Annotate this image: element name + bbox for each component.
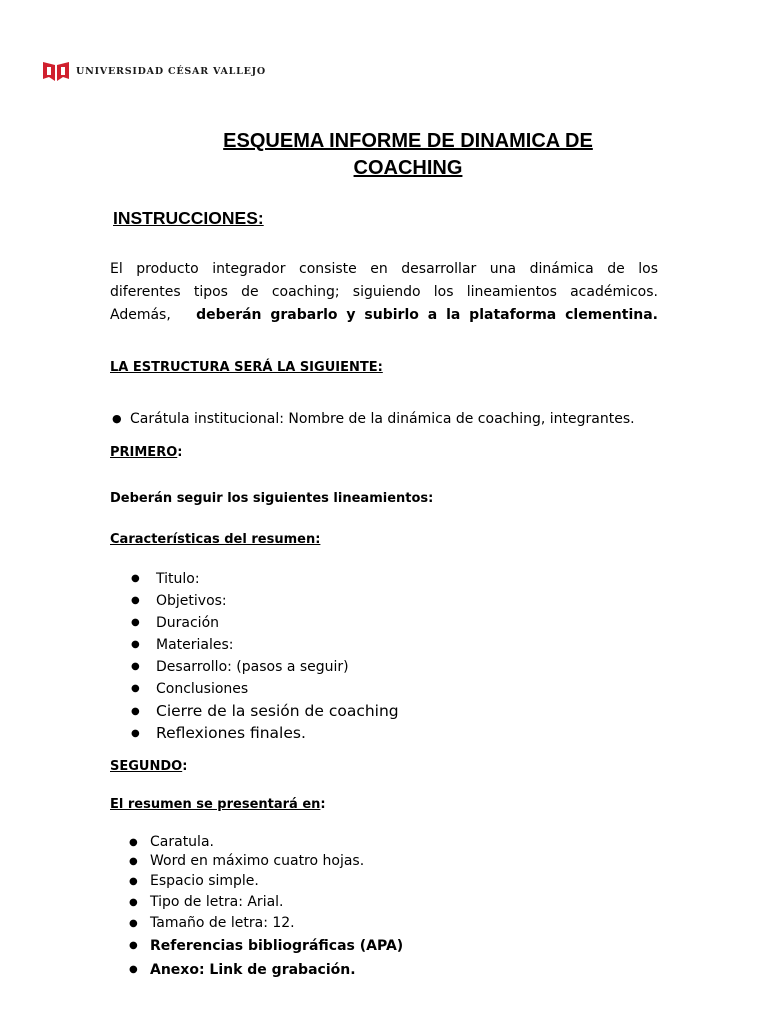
presented-heading: El resumen se presentará en [110,797,321,812]
list-item [131,678,399,700]
list-item [131,700,399,722]
second-colon: : [182,759,188,774]
bullet-icon: ● [131,573,140,584]
university-logo [42,60,266,82]
second-label: SEGUNDO [110,759,183,774]
presented-heading-line [110,797,326,812]
bullet-icon: ● [131,728,140,739]
instructions-line-3-bold: deberán grabarlo y subirlo a la plataforma clementina. [196,307,658,323]
list-item-text: Materiales: [156,637,234,653]
bullet-icon: ● [131,706,140,717]
list-item [131,634,399,656]
presented-colon: : [320,797,326,812]
bullet-icon: ● [129,897,138,908]
list-item [131,722,399,744]
bullet-icon: ● [131,683,140,694]
list-item [112,408,635,430]
ucv-shield-icon [42,60,70,82]
list-item [129,958,403,982]
bullet-icon: ● [129,940,138,951]
instructions-line-2: diferentes tipos de coaching; siguiendo los lineamientos académicos. [110,284,658,300]
bullet-icon: ● [131,639,140,650]
instructions-line-1: El producto integrador consiste en desarrollar una dinámica de los [110,261,658,277]
guidelines-text: Deberán seguir los siguientes lineamientos: [110,491,434,506]
document-title-line-1: ESQUEMA INFORME DE DINAMICA DE [223,130,593,152]
list-item-text: Anexo: Link de grabación. [150,962,356,978]
list-item-text: Word en máximo cuatro hojas. [150,853,365,869]
list-item-text: Carátula institucional: Nombre de la dinámica de coaching, integrantes. [130,411,635,427]
list-item-text: Duración [156,615,220,631]
list-item-text: Espacio simple. [150,873,259,889]
list-item-text: Referencias bibliográficas (APA) [150,938,404,954]
structure-heading: LA ESTRUCTURA SERÁ LA SIGUIENTE: [110,360,383,375]
second-section-label [110,759,187,774]
list-item-text: Caratula. [150,834,214,850]
list-item [131,612,399,634]
list-item [129,852,403,871]
list-item-text: Tipo de letra: Arial. [150,894,284,910]
bullet-icon: ● [131,661,140,672]
bullet-icon: ● [112,412,122,425]
list-item [129,934,403,958]
bullet-icon: ● [129,918,138,929]
presentation-list [129,833,403,982]
instructions-line-3 [110,304,658,327]
first-colon: : [177,445,183,460]
list-item-text: Reflexiones finales. [156,724,306,742]
bullet-icon: ● [129,876,138,887]
instructions-paragraph [110,258,658,327]
list-item-text: Cierre de la sesión de coaching [156,702,399,720]
logo-text: UNIVERSIDAD CÉSAR VALLEJO [76,65,266,77]
list-item-text: Objetivos: [156,593,227,609]
bullet-icon: ● [131,595,140,606]
structure-list [112,408,635,430]
list-item-text: Titulo: [156,571,200,587]
features-heading: Características del resumen: [110,532,321,547]
list-item [131,656,399,678]
document-title-line-2: COACHING [353,157,463,179]
instructions-heading: INSTRUCCIONES: [113,208,264,228]
list-item-text: Desarrollo: (pasos a seguir) [156,659,349,675]
first-section-label [110,445,182,460]
list-item [129,913,403,934]
instructions-line-3-start: Además, [110,307,171,323]
bullet-icon: ● [129,856,138,867]
list-item [131,590,399,612]
list-item [129,871,403,892]
bullet-icon: ● [129,964,138,975]
list-item [129,892,403,913]
list-item [131,568,399,590]
bullet-icon: ● [131,617,140,628]
list-item-text: Conclusiones [156,681,249,697]
list-item [129,833,403,852]
list-item-text: Tamaño de letra: 12. [150,915,295,931]
bullet-icon: ● [129,837,138,848]
first-label: PRIMERO [110,445,178,460]
features-list [131,568,399,744]
